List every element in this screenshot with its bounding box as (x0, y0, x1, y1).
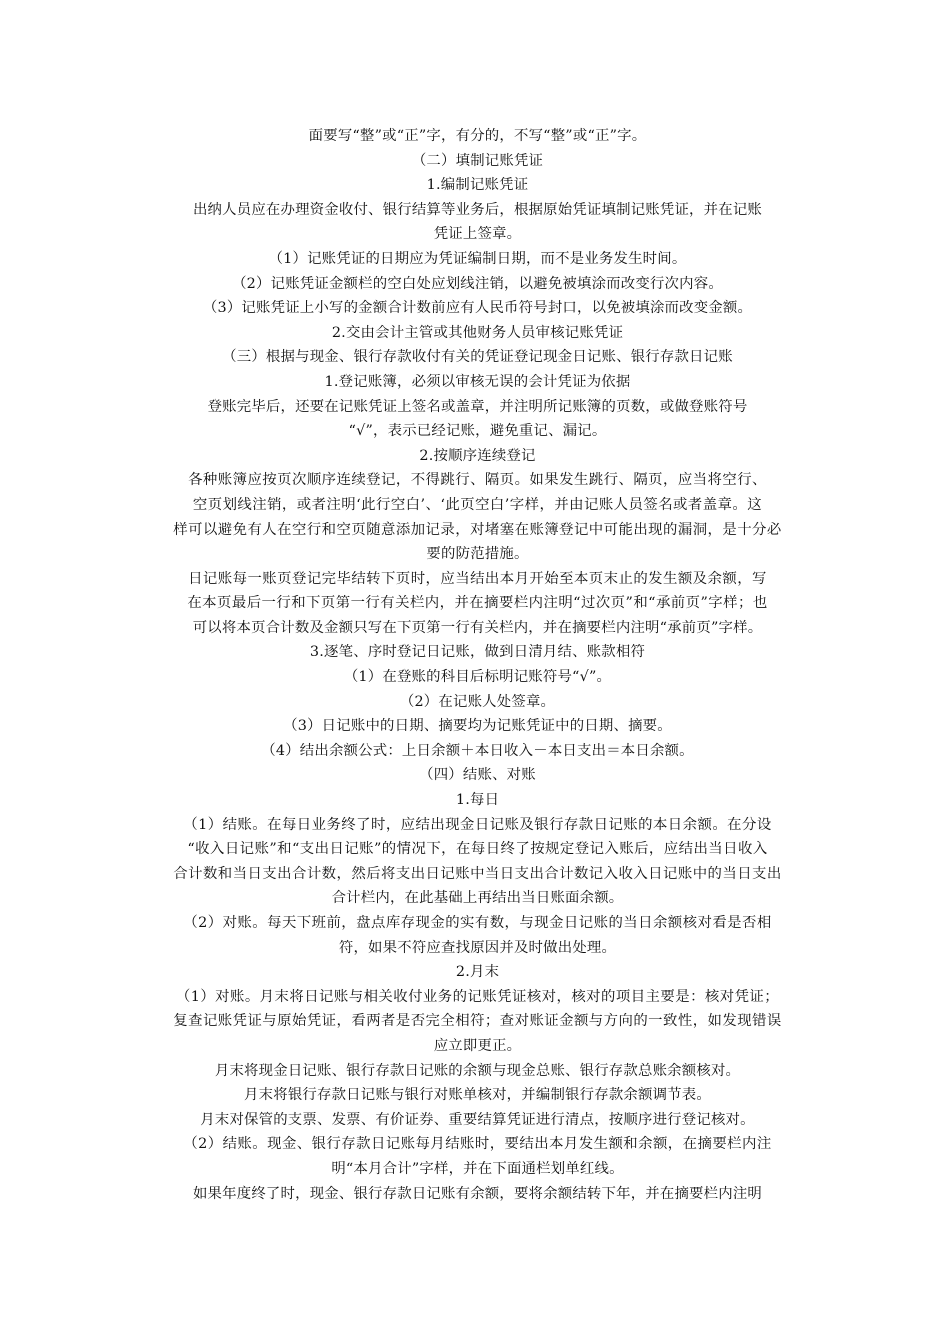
subsection-heading: 2.按顺序连续登记 (419, 447, 536, 464)
subsection-heading: 1.登记账簿，必须以审核无误的会计凭证为依据 (324, 373, 631, 390)
paragraph-line: 应立即更正。 (433, 1037, 522, 1054)
paragraph-line: （1）对账。月末将日记账与相关收付业务的记账凭证核对，核对的项目主要是：核对凭证； (175, 988, 780, 1005)
paragraph-line: 空页划线注销，或者注明‘此行空白’、‘此页空白’字样，并由记账人员签名或者盖章。这 (192, 496, 763, 513)
list-item: （3）日记账中的日期、摘要均为记账凭证中的日期、摘要。 (283, 718, 672, 735)
list-item: （2）在记账人处签章。 (399, 693, 556, 710)
list-item: （1）记账凭证的日期应为凭证编制日期，而不是业务发生时间。 (268, 250, 687, 267)
list-item: （4）结出余额公式：上日余额＋本日收入－本日支出＝本日余额。 (261, 742, 694, 759)
paragraph-line: 可以将本页合计数及金额只写在下页第一行有关栏内，并在摘要栏内注明“承前页”字样。 (192, 619, 763, 636)
paragraph-line: 要的防范措施。 (426, 546, 529, 563)
paragraph-line: 明“本月合计”字样，并在下面通栏划单红线。 (331, 1160, 624, 1177)
paragraph-line: 复查记账凭证与原始凭证，看两者是否完全相符；查对账证金额与方向的一致性，如发现错误 (173, 1013, 782, 1030)
paragraph-line: “收入日记账”和“支出日记账”的情况下，在每日终了按规定登记入账后，应结出当日收入 (187, 841, 768, 858)
paragraph-line: “√”，表示已经记账，避免重记、漏记。 (348, 423, 607, 440)
paragraph-line: 出纳人员应在办理资金收付、银行结算等业务后，根据原始凭证填制记账凭证，并在记账 (192, 201, 763, 218)
paragraph-line: 月末将银行存款日记账与银行对账单核对，并编制银行存款余额调节表。 (244, 1087, 711, 1104)
subsection-heading: 2.月末 (455, 964, 500, 981)
subsection-heading: 3.逐笔、序时登记日记账，做到日清月结、账款相符 (309, 644, 646, 661)
paragraph-line: 合计数和当日支出合计数，然后将支出日记账中当日支出合计数记入收入日记账中的当日支出 (173, 865, 782, 882)
paragraph-line: 符，如果不符应查找原因并及时做出处理。 (338, 939, 617, 956)
paragraph-line: 如果年度终了时，现金、银行存款日记账有余额，要将余额结转下年，并在摘要栏内注明 (192, 1185, 763, 1202)
paragraph-line: 日记账每一账页登记完毕结转下页时，应当结出本月开始至本页末止的发生额及余额，写 (188, 570, 767, 587)
list-item: （3）记账凭证上小写的金额合计数前应有人民币符号封口，以免被填涂而改变金额。 (202, 300, 753, 317)
paragraph-line: 月末对保管的支票、发票、有价证券、重要结算凭证进行清点，按顺序进行登记核对。 (200, 1111, 755, 1128)
list-item: （1）在登账的科目后标明记账符号“√”。 (343, 669, 612, 686)
subsection-heading: 1.编制记账凭证 (426, 177, 529, 194)
list-item: （2）记账凭证金额栏的空白处应划线注销，以避免被填涂而改变行次内容。 (232, 275, 723, 292)
section-heading: （四）结账、对账 (419, 767, 536, 784)
paragraph-line: 凭证上签章。 (433, 226, 522, 243)
paragraph-line: （2）结账。现金、银行存款日记账每月结账时，要结出本月发生额和余额，在摘要栏内注 (183, 1136, 772, 1153)
paragraph-line: 样可以避免有人在空行和空页随意添加记录，对堵塞在账簿登记中可能出现的漏洞，是十分必 (173, 521, 782, 538)
paragraph-line: 各种账簿应按页次顺序连续登记，不得跳行、隔页。如果发生跳行、隔页，应当将空行、 (188, 472, 767, 489)
subsection-heading: 2.交由会计主管或其他财务人员审核记账凭证 (331, 324, 624, 341)
paragraph-line: （2）对账。每天下班前，盘点库存现金的实有数，与现金日记账的当日余额核对看是否相 (183, 915, 772, 931)
section-heading: （二）填制记账凭证 (411, 152, 544, 169)
paragraph-line: 面要写“整”或“正”字，有分的，不写“整”或“正”字。 (308, 128, 647, 144)
paragraph-line: 合计栏内，在此基础上再结出当日账面余额。 (331, 890, 624, 907)
subsection-heading: 1.每日 (455, 792, 500, 809)
paragraph-line: 在本页最后一行和下页第一行有关栏内，并在摘要栏内注明“过次页”和“承前页”字样；也 (187, 595, 768, 612)
paragraph-line: 月末将现金日记账、银行存款日记账的余额与现金总账、银行存款总账余额核对。 (214, 1062, 741, 1079)
section-heading: （三）根据与现金、银行存款收付有关的凭证登记现金日记账、银行存款日记账 (222, 349, 733, 366)
paragraph-line: （1）结账。在每日业务终了时，应结出现金日记账及银行存款日记账的本日余额。在分设 (183, 816, 772, 833)
paragraph-line: 登账完毕后，还要在记账凭证上签名或盖章，并注明所记账簿的页数，或做登账符号 (207, 398, 748, 415)
document-body (145, 124, 810, 1206)
